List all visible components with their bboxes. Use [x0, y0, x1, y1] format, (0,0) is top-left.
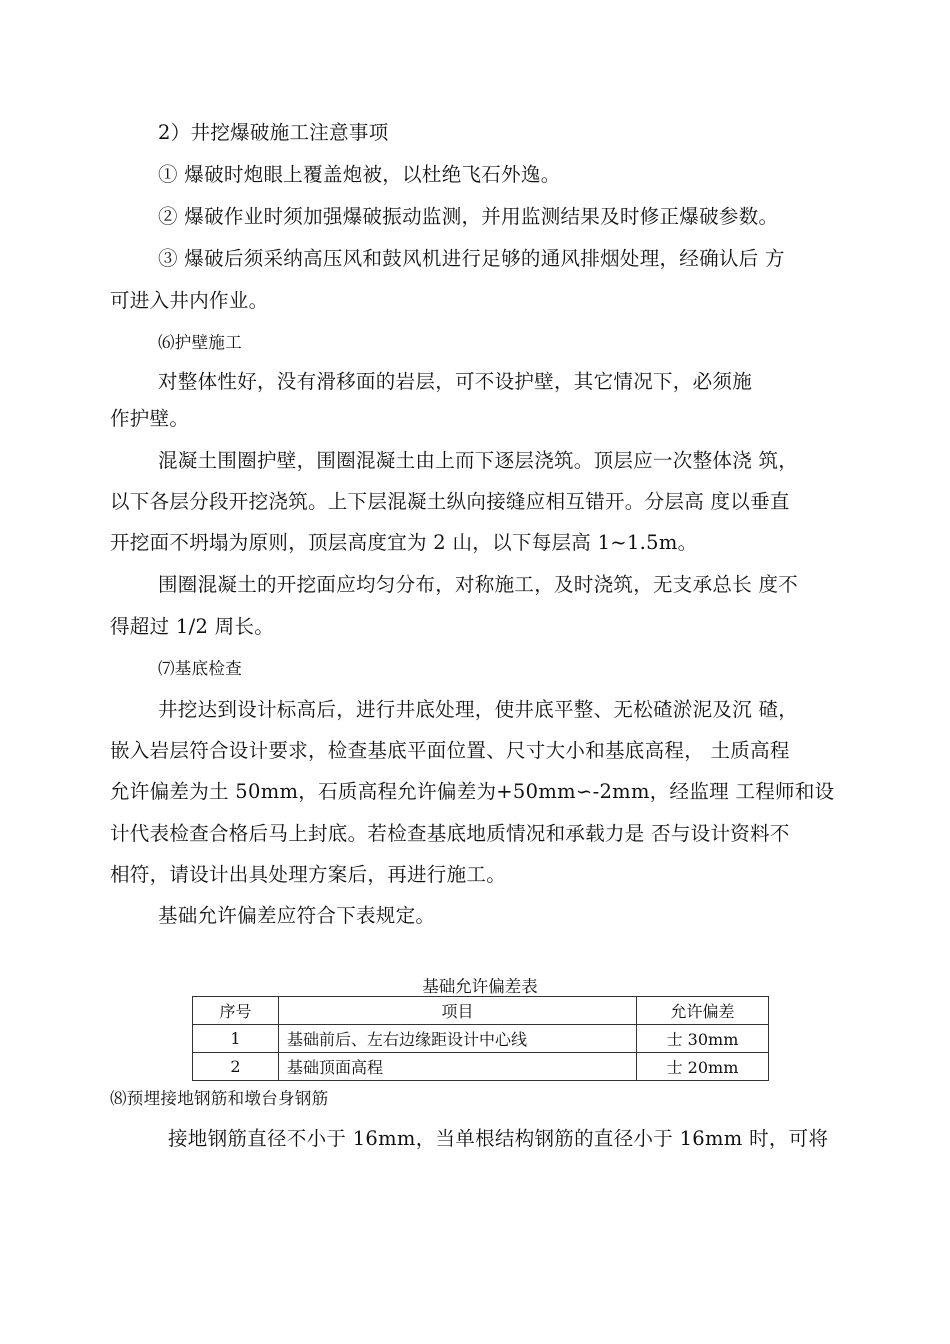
column-header: 项目 [279, 997, 637, 1025]
table-header-row [193, 997, 769, 1025]
column-header: 序号 [193, 997, 279, 1025]
paragraph-line: 混凝土围圈护壁，围圈混凝土由上而下逐层浇筑。顶层应一次整体浇 筑， [158, 449, 799, 472]
table-row [193, 1053, 769, 1081]
table-caption: 基础允许偏差表 [422, 977, 538, 996]
section-heading: ⑹护壁施工 [158, 333, 242, 352]
paragraph-line: 围圈混凝土的开挖面应均匀分布，对称施工，及时浇筑，无支承总长 度不 [158, 573, 799, 596]
list-item: ② 爆破作业时须加强爆破振动监测，并用监测结果及时修正爆破参数。 [158, 205, 779, 228]
section-heading: ⑻预埋接地钢筋和墩台身钢筋 [110, 1089, 329, 1108]
column-header: 允许偏差 [637, 997, 769, 1025]
paragraph-line: 嵌入岩层符合设计要求，检查基底平面位置、尺寸大小和基底高程， 土质高程 [110, 739, 790, 762]
paragraph-line: 可进入井内作业。 [110, 289, 269, 312]
table-cell: 基础顶面高程 [279, 1053, 637, 1081]
table-cell: 士 20mm [637, 1053, 769, 1081]
paragraph-line: 计代表检查合格后马上封底。若检查基底地质情况和承载力是 否与设计资料不 [110, 822, 790, 845]
tolerance-table [192, 996, 769, 1081]
paragraph-line: 得超过 1/2 周长。 [110, 615, 275, 638]
paragraph-line: 以下各层分段开挖浇筑。上下层混凝土纵向接缝应相互错开。分层高 度以垂直 [110, 490, 790, 513]
paragraph-line: 允许偏差为土 50mm，石质高程允许偏差为+50mm∽-2mm，经监理 工程师和设 [110, 780, 835, 803]
paragraph-line: 相符，请设计出具处理方案后，再进行施工。 [110, 863, 507, 886]
section-heading: 2）井挖爆破施工注意事项 [158, 121, 389, 144]
table-cell: 士 30mm [637, 1025, 769, 1053]
table-cell: 1 [193, 1025, 279, 1053]
paragraph-line: 开挖面不坍塌为原则，顶层高度宜为 2 山，以下每层高 1~1.5m。 [110, 531, 698, 554]
list-item: ③ 爆破后须采纳高压风和鼓风机进行足够的通风排烟处理，经确认后 方 [158, 247, 785, 270]
paragraph-line: 接地钢筋直径不小于 16mm，当单根结构钢筋的直径小于 16mm 时，可将 [168, 1127, 829, 1150]
list-item: ① 爆破时炮眼上覆盖炮被，以杜绝飞石外逸。 [158, 163, 561, 186]
paragraph-line: 作护壁。 [110, 407, 190, 430]
paragraph-line: 基础允许偏差应符合下表规定。 [158, 904, 436, 927]
table-cell: 基础前后、左右边缘距设计中心线 [279, 1025, 637, 1053]
paragraph-line: 井挖达到设计标高后，进行井底处理，使井底平整、无松碴淤泥及沉 碴， [158, 698, 799, 721]
section-heading: ⑺基底检查 [158, 659, 242, 678]
paragraph-line: 对整体性好，没有滑移面的岩层，可不设护壁，其它情况下，必须施 [158, 370, 753, 393]
table-cell: 2 [193, 1053, 279, 1081]
table-row [193, 1025, 769, 1053]
